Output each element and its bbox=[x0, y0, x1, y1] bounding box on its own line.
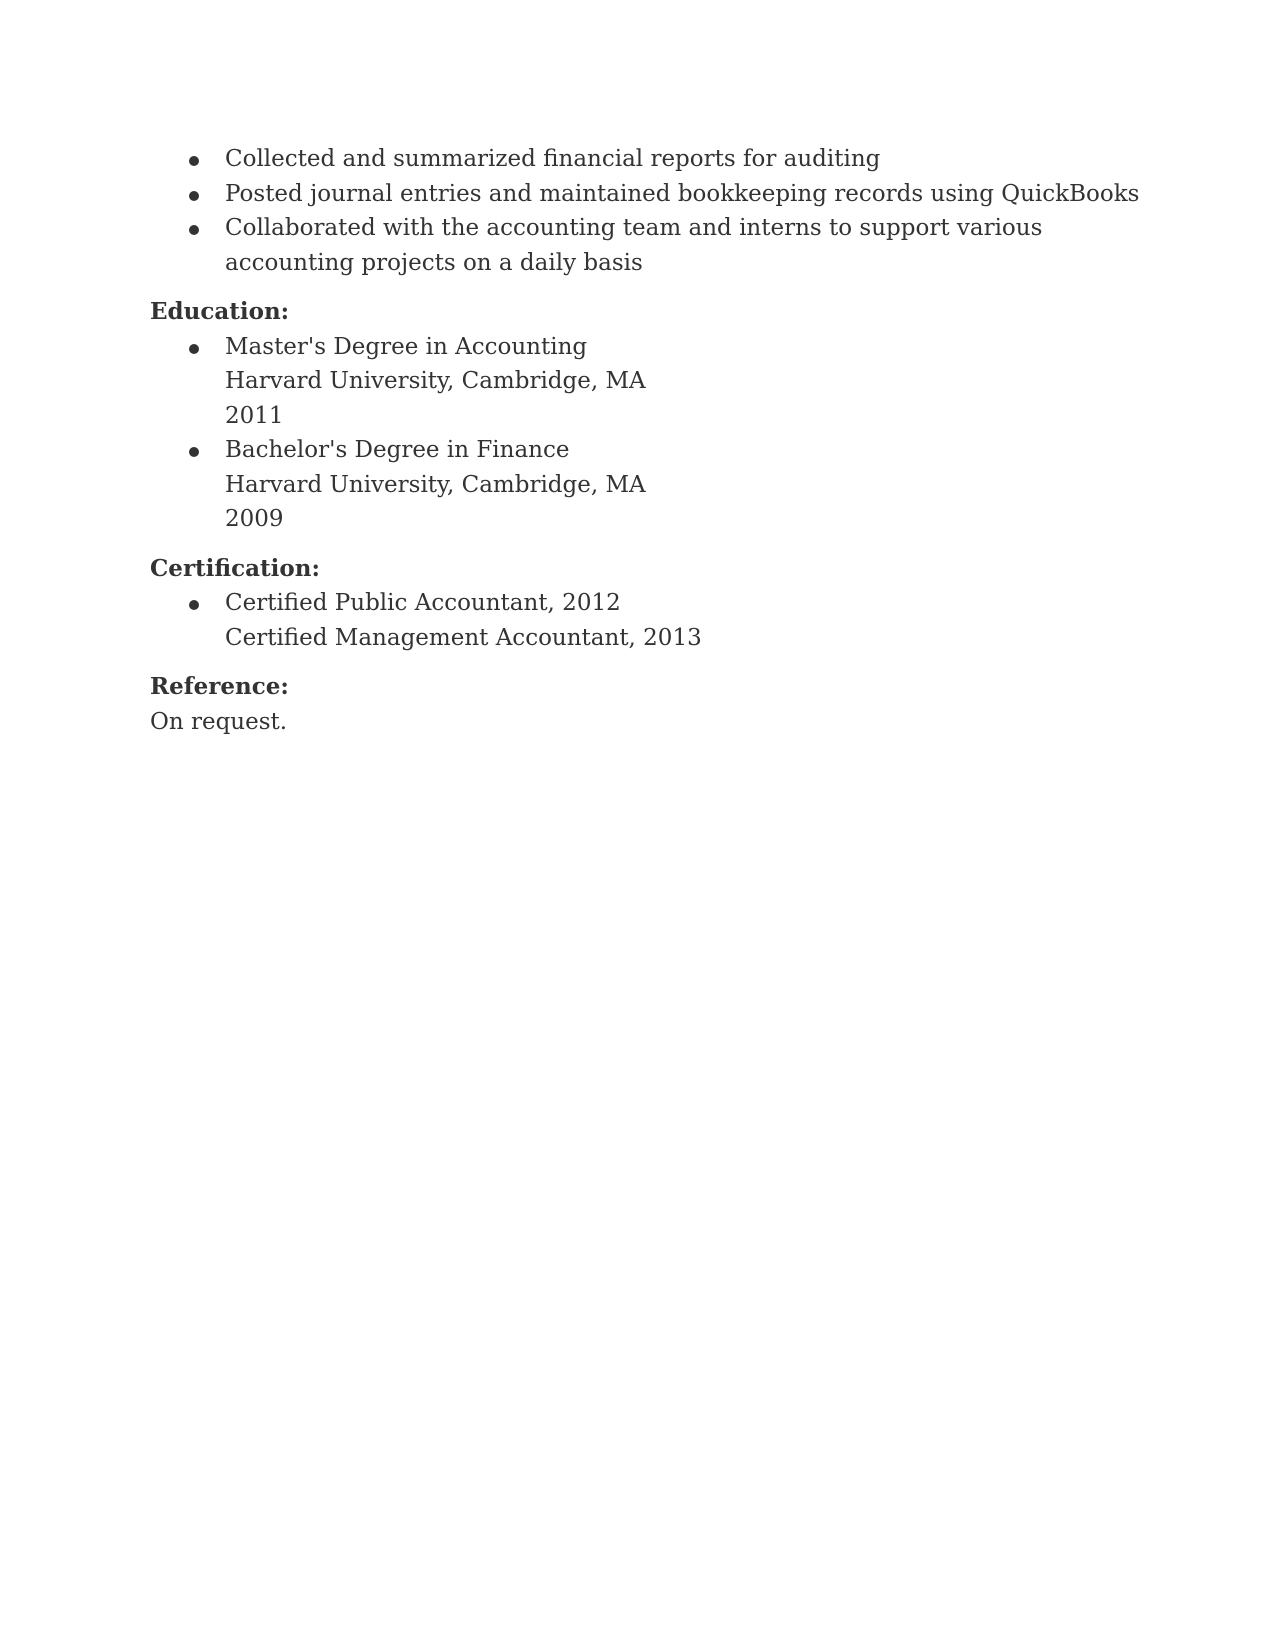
certification-heading: Certification: bbox=[150, 554, 320, 582]
reference-text: On request. bbox=[150, 708, 288, 735]
education-school: Harvard University, Cambridge, MA bbox=[225, 368, 646, 394]
list-item bbox=[150, 586, 1140, 655]
bullet-dot-icon bbox=[189, 447, 199, 457]
education-list bbox=[150, 330, 1140, 537]
bullet-dot-icon bbox=[189, 191, 199, 201]
education-heading: Education: bbox=[150, 298, 290, 325]
experience-bullet-text: Posted journal entries and maintained bookkeeping records using QuickBooks bbox=[225, 180, 1140, 207]
education-year: 2011 bbox=[225, 402, 284, 429]
education-school: Harvard University, Cambridge, MA bbox=[225, 471, 646, 498]
reference-heading: Reference: bbox=[150, 673, 289, 700]
resume-page bbox=[150, 142, 1140, 739]
list-item bbox=[150, 142, 1140, 177]
bullet-dot-icon bbox=[189, 225, 199, 235]
experience-bullet-list bbox=[150, 142, 1140, 280]
list-item bbox=[150, 433, 1140, 537]
certification-line: Certified Management Accountant, 2013 bbox=[225, 624, 702, 651]
list-item bbox=[150, 211, 1140, 280]
education-degree: Master's Degree in Accounting bbox=[225, 333, 588, 360]
education-degree: Bachelor's Degree in Finance bbox=[225, 437, 570, 463]
certification-line: Certified Public Accountant, 2012 bbox=[225, 590, 621, 616]
list-item bbox=[150, 330, 1140, 434]
list-item bbox=[150, 177, 1140, 212]
bullet-dot-icon bbox=[189, 156, 199, 166]
experience-bullet-text: Collected and summarized financial reports for auditing bbox=[225, 146, 881, 172]
bullet-dot-icon bbox=[189, 600, 199, 610]
experience-bullet-text: Collaborated with the accounting team and interns to support various accounting projects on a daily basis bbox=[225, 215, 1043, 276]
education-year: 2009 bbox=[225, 506, 284, 532]
bullet-dot-icon bbox=[189, 344, 199, 354]
certification-list bbox=[150, 586, 1140, 655]
